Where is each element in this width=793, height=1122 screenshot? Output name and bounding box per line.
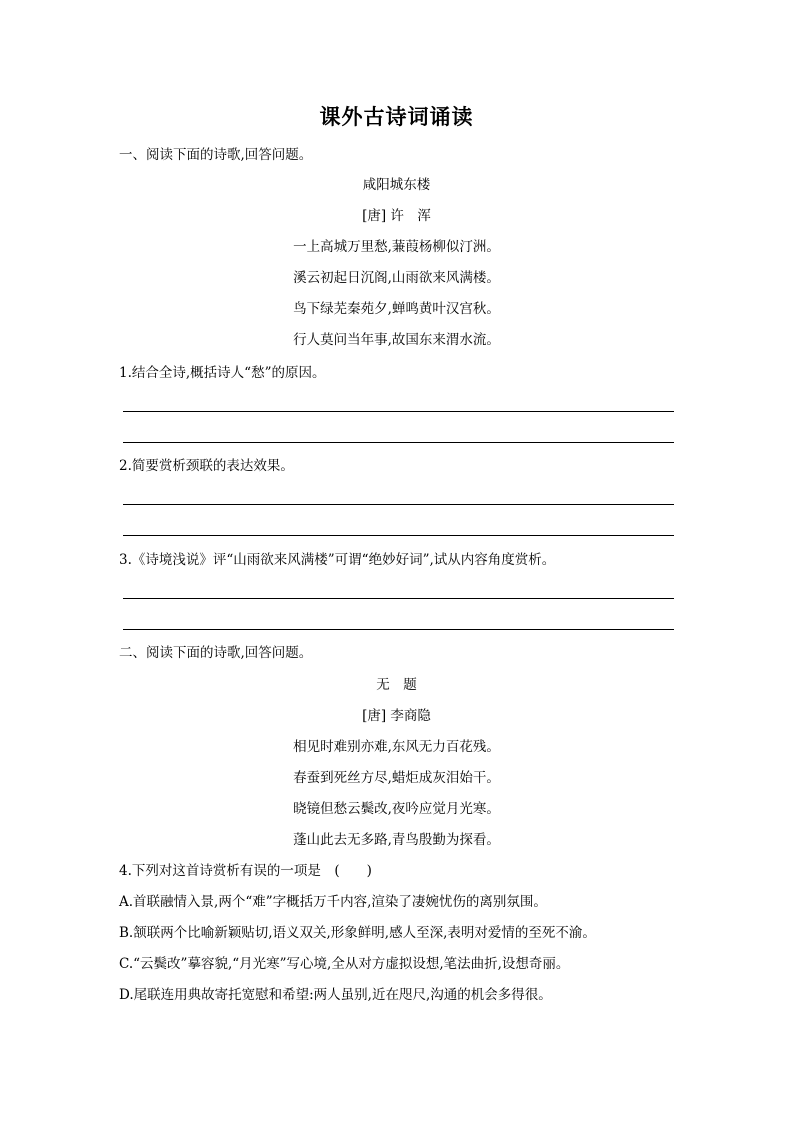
poem2-line-2: 春蚕到死丝方尽,蜡炬成灰泪始干。 xyxy=(293,770,500,786)
poem1-line-2: 溪云初起日沉阁,山雨欲来风满楼。 xyxy=(293,270,500,286)
poem1-line-1: 一上高城万里愁,蒹葭杨柳似汀洲。 xyxy=(293,239,500,255)
question-1: 1.结合全诗,概括诗人“愁”的原因。 xyxy=(119,365,326,381)
answer-line xyxy=(123,598,674,599)
option-c: C.“云鬓改”摹容貌,“月光寒”写心境,全从对方虚拟设想,笔法曲折,设想奇丽。 xyxy=(119,956,570,972)
poem1-title: 咸阳城东楼 xyxy=(362,177,431,193)
poem1-author: [唐] 许 浑 xyxy=(362,208,431,224)
poem1-line-3: 鸟下绿芜秦苑夕,蝉鸣黄叶汉宫秋。 xyxy=(293,301,500,317)
page-title: 课外古诗词诵读 xyxy=(319,104,474,129)
poem1-line-4: 行人莫问当年事,故国东来渭水流。 xyxy=(293,332,500,348)
option-d: D.尾联连用典故寄托宽慰和希望:两人虽别,近在咫尺,沟通的机会多得很。 xyxy=(119,987,552,1003)
question-4: 4.下列对这首诗赏析有误的一项是 ( ) xyxy=(119,863,372,879)
question-2: 2.简要赏析颈联的表达效果。 xyxy=(119,458,294,474)
option-b: B.颔联两个比喻新颖贴切,语义双关,形象鲜明,感人至深,表明对爱情的至死不渝。 xyxy=(119,925,596,941)
question-3: 3.《诗境浅说》评“山雨欲来风满楼”可谓“绝妙好词”,试从内容角度赏析。 xyxy=(119,552,556,568)
poem2-title: 无 题 xyxy=(376,677,417,693)
answer-line xyxy=(123,411,674,412)
answer-line xyxy=(123,442,674,443)
poem2-line-1: 相见时难别亦难,东风无力百花残。 xyxy=(293,739,500,755)
poem2-line-3: 晓镜但愁云鬓改,夜吟应觉月光寒。 xyxy=(293,801,500,817)
section2-heading: 二、阅读下面的诗歌,回答问题。 xyxy=(119,645,313,661)
answer-line xyxy=(123,504,674,505)
poem2-line-4: 蓬山此去无多路,青鸟殷勤为探看。 xyxy=(293,832,500,848)
poem2-author: [唐] 李商隐 xyxy=(362,708,431,724)
answer-line xyxy=(123,629,674,630)
section1-heading: 一、阅读下面的诗歌,回答问题。 xyxy=(119,147,313,163)
answer-line xyxy=(123,535,674,536)
option-a: A.首联融情入景,两个“难”字概括万千内容,渲染了凄婉忧伤的离别氛围。 xyxy=(119,894,547,910)
